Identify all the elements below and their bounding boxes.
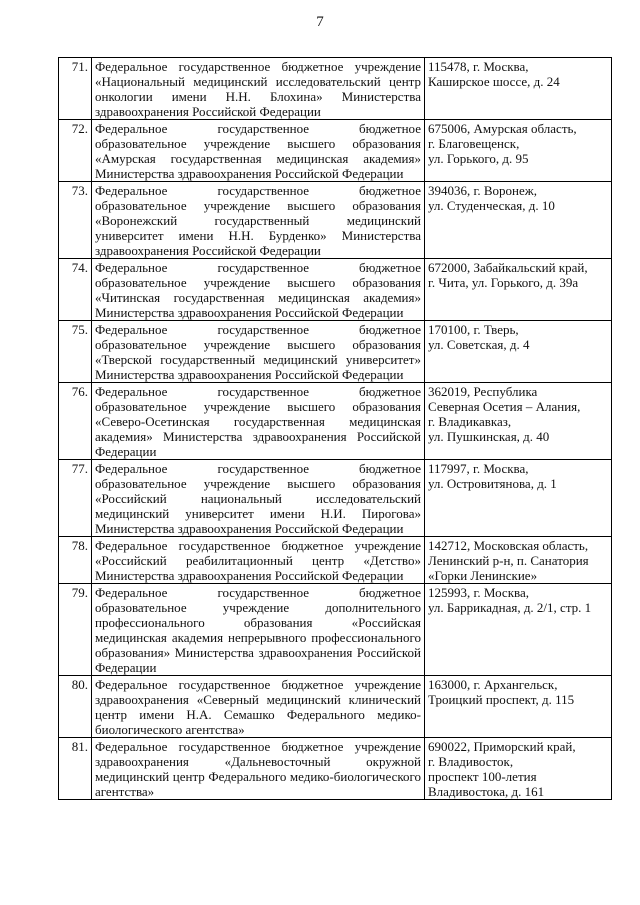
- row-number: 71.: [59, 58, 92, 120]
- institution-name: Федеральное государственное бюджетное учреждение «Национальный медицинский исследовательский центр онкологии имени Н.Н. Блохина» Министерства здравоохранения Российской Федерации: [92, 58, 425, 120]
- address-line: г. Владивосток,: [428, 754, 514, 769]
- row-number: 74.: [59, 259, 92, 321]
- institution-address: [425, 259, 612, 321]
- table-row: [59, 383, 612, 460]
- institution-address: [425, 537, 612, 584]
- row-number: 81.: [59, 738, 92, 800]
- institution-address: [425, 584, 612, 676]
- institution-name: Федеральное государственное бюджетное учреждение здравоохранения «Северный медицинский клинический центр имени Н.А. Семашко Федерального медико-биологического агентства»: [92, 676, 425, 738]
- address-line: Северная Осетия – Алания,: [428, 399, 581, 414]
- address-line: Троицкий проспект, д. 115: [428, 692, 575, 707]
- address-line: Каширское шоссе, д. 24: [428, 74, 560, 89]
- institution-name: Федеральное государственное бюджетное учреждение «Российский реабилитационный центр «Детство» Министерства здравоохранения Российской Федерации: [92, 537, 425, 584]
- address-line: 675006, Амурская область,: [428, 121, 577, 136]
- address-line: ул. Советская, д. 4: [428, 337, 530, 352]
- table-row: [59, 259, 612, 321]
- institutions-table-body: [59, 58, 612, 800]
- address-line: ул. Горького, д. 95: [428, 151, 529, 166]
- institution-address: [425, 460, 612, 537]
- table-row: [59, 120, 612, 182]
- institution-name: Федеральное государственное бюджетное учреждение здравоохранения «Дальневосточный окружной медицинский центр Федерального медико-биологического агентства»: [92, 738, 425, 800]
- address-line: 163000, г. Архангельск,: [428, 677, 558, 692]
- table-row: [59, 460, 612, 537]
- row-number: 73.: [59, 182, 92, 259]
- address-line: 362019, Республика: [428, 384, 538, 399]
- address-line: 115478, г. Москва,: [428, 59, 529, 74]
- address-line: г. Благовещенск,: [428, 136, 520, 151]
- table-row: [59, 182, 612, 259]
- row-number: 72.: [59, 120, 92, 182]
- institution-address: [425, 738, 612, 800]
- address-line: г. Чита, ул. Горького, д. 39а: [428, 275, 579, 290]
- institution-address: [425, 120, 612, 182]
- institution-name: Федеральное государственное бюджетное образовательное учреждение высшего образования «Тверской государственный медицинский университет» Министерства здравоохранения Российской Федерации: [92, 321, 425, 383]
- address-line: 125993, г. Москва,: [428, 585, 529, 600]
- address-line: ул. Студенческая, д. 10: [428, 198, 555, 213]
- address-line: 117997, г. Москва,: [428, 461, 529, 476]
- row-number: 79.: [59, 584, 92, 676]
- table-row: [59, 676, 612, 738]
- address-line: 672000, Забайкальский край,: [428, 260, 588, 275]
- institution-address: [425, 58, 612, 120]
- row-number: 80.: [59, 676, 92, 738]
- address-line: проспект 100-летия: [428, 769, 537, 784]
- address-line: 690022, Приморский край,: [428, 739, 576, 754]
- institution-name: Федеральное государственное бюджетное образовательное учреждение высшего образования «Северо-Осетинская государственная медицинская академия» Министерства здравоохранения Российской Федерации: [92, 383, 425, 460]
- address-line: 394036, г. Воронеж,: [428, 183, 537, 198]
- page-number: 7: [316, 14, 324, 30]
- address-line: г. Владикавказ,: [428, 414, 512, 429]
- table-row: [59, 584, 612, 676]
- address-line: «Горки Ленинские»: [428, 568, 538, 583]
- table-row: [59, 537, 612, 584]
- institution-address: [425, 383, 612, 460]
- institution-name: Федеральное государственное бюджетное образовательное учреждение высшего образования «Читинская государственная медицинская академия» Министерства здравоохранения Российской Федерации: [92, 259, 425, 321]
- institution-address: [425, 676, 612, 738]
- address-line: ул. Островитянова, д. 1: [428, 476, 557, 491]
- institution-address: [425, 182, 612, 259]
- institution-name: Федеральное государственное бюджетное образовательное учреждение высшего образования «Российский национальный исследовательский медицинский университет имени Н.И. Пирогова» Министерства здравоохранения Российской Федерации: [92, 460, 425, 537]
- institution-name: Федеральное государственное бюджетное образовательное учреждение высшего образования «Амурская государственная медицинская академия» Министерства здравоохранения Российской Федерации: [92, 120, 425, 182]
- address-line: 170100, г. Тверь,: [428, 322, 519, 337]
- row-number: 76.: [59, 383, 92, 460]
- address-line: Владивостока, д. 161: [428, 784, 545, 799]
- address-line: ул. Пушкинская, д. 40: [428, 429, 550, 444]
- address-line: Ленинский р-н, п. Санатория: [428, 553, 589, 568]
- table-row: [59, 58, 612, 120]
- institution-name: Федеральное государственное бюджетное образовательное учреждение дополнительного профессионального образования «Российская медицинская академия непрерывного профессионального образования» Министерства здравоохранения Российской Федерации: [92, 584, 425, 676]
- row-number: 78.: [59, 537, 92, 584]
- table-row: [59, 321, 612, 383]
- row-number: 75.: [59, 321, 92, 383]
- table-row: [59, 738, 612, 800]
- address-line: ул. Баррикадная, д. 2/1, стр. 1: [428, 600, 592, 615]
- address-line: 142712, Московская область,: [428, 538, 589, 553]
- institutions-table: [58, 57, 612, 800]
- institution-address: [425, 321, 612, 383]
- institution-name: Федеральное государственное бюджетное образовательное учреждение высшего образования «Воронежский государственный медицинский университет имени Н.Н. Бурденко» Министерства здравоохранения Российской Федерации: [92, 182, 425, 259]
- row-number: 77.: [59, 460, 92, 537]
